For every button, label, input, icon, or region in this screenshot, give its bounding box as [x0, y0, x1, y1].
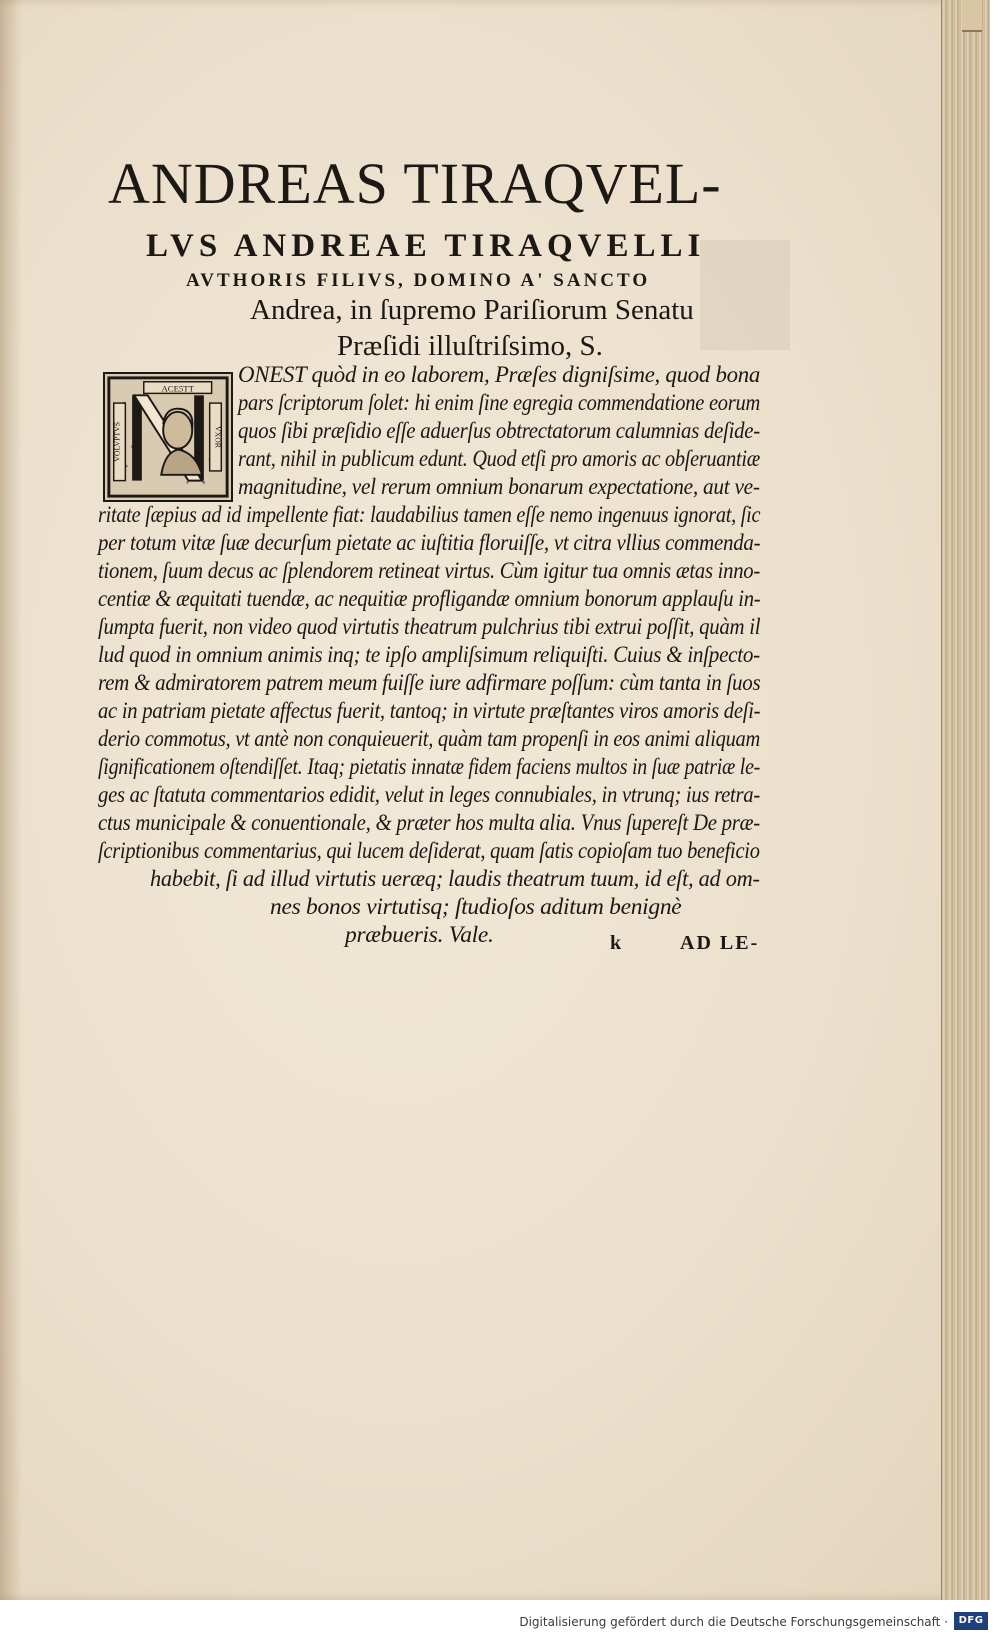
- body-line-2: pars ſcriptorum ſolet: hi enim ſine egregia commendatione eorum: [238, 390, 760, 416]
- body-line-17: ctus municipale & conuentionale, & præter hos multa alia. Vnus ſupereſt De præ-: [98, 810, 760, 836]
- body-line-4: rant, nihil in publicum edunt. Quod etſi pro amoris ac obſeruantiæ: [238, 446, 760, 472]
- initial-banner-top: ACE5TT: [161, 383, 194, 394]
- title-line-1: ANDREAS TIRAQVEL-: [108, 151, 722, 216]
- decorated-initial-n: [103, 372, 233, 502]
- body-line-8: tionem, ſuum decus ac ſplendorem retineat virtus. Cùm igitur tua omnis ætas inno-: [98, 558, 761, 584]
- body-line-20: nes bonos virtutisq; ſtudioſos aditum benignè: [270, 894, 682, 920]
- body-line-15: ſignificationem oſtendiſſet. Itaq; pietatis innatæ fidem faciens multos in ſuæ patriæ le-: [98, 754, 761, 780]
- title-line-3: AVTHORIS FILIVS, DOMINO A' SANCTO: [186, 270, 651, 291]
- catchword: AD LE-: [680, 932, 760, 954]
- body-line-19: habebit, ſi ad illud virtutis ueræq; laudis theatrum tuum, id eſt, ad om-: [150, 866, 760, 892]
- page-tab: [962, 0, 982, 32]
- body-line-21: præbueris. Vale.: [345, 922, 494, 948]
- dfg-logo: DFG: [954, 1612, 988, 1630]
- page-fore-edge: [941, 0, 990, 1600]
- title-line-2: LVS ANDREAE TIRAQVELLI: [146, 228, 706, 264]
- body-line-18: ſcriptionibus commentarius, qui lucem deſiderat, quam ſatis copioſam tuo beneficio: [98, 838, 760, 864]
- body-line-14: derio commotus, vt antè non conquieuerit, quàm tam propenſi in eos animi aliquam: [98, 726, 760, 752]
- initial-banner-right: VXOR: [213, 426, 223, 448]
- initial-banner-left: VOLVPTVS: [112, 421, 122, 462]
- body-line-6: ritate ſæpius ad id impellente fiat: laudabilius tamen eſſe nemo ingenuus ignorat, ſic: [98, 502, 761, 528]
- body-line-5: magnitudine, vel rerum omnium bonarum expectatione, aut ve-: [238, 474, 760, 500]
- body-line-16: ges ac ſtatuta commentarios edidit, velut in leges connubiales, in vtrunq; ius retra-: [98, 782, 760, 808]
- body-line-12: rem & admiratorem patrem meum fuiſſe iure adfirmare poſſum: cùm tanta in ſuos: [98, 670, 761, 696]
- woodcut-initial-image: [105, 374, 231, 500]
- body-line-10: ſumpta fuerit, non video quod virtutis theatrum pulchrius tibi extrui poſſit, quàm il: [98, 614, 761, 640]
- gutter-shadow: [0, 0, 22, 1600]
- body-line-11: lud quod in omnium animis inq; te ipſo ampliſsimum reliquiſti. Cuius & inſpecto-: [98, 642, 760, 668]
- funding-credit: Digitalisierung gefördert durch die Deutsche Forschungsgemeinschaft ·: [519, 1615, 948, 1629]
- title-line-5: Præſidi illuſtriſsimo, S.: [337, 330, 603, 362]
- body-line-7: per totum vitæ ſuæ decurſum pietate ac iuſtitia floruiſſe, vt citra vllius commenda-: [98, 530, 761, 556]
- title-line-4: Andrea, in ſupremo Pariſiorum Senatu: [250, 294, 694, 326]
- footer-bar: [0, 1600, 1000, 1641]
- signature-mark: k: [610, 932, 622, 954]
- body-line-1: ONEST quòd in eo laborem, Præſes digniſsime, quod bona: [238, 362, 761, 388]
- body-line-9: centiæ & æquitati tuendæ, ac nequitiæ profligandæ omnium bonorum applauſu in-: [98, 586, 761, 612]
- body-line-13: ac in patriam pietate affectus fuerit, tantoq; in virtute præſtantes viros amoris deſi-: [98, 698, 761, 724]
- body-line-3: quos ſibi præſidio eſſe aduerſus obtrectatorum calumnias deſide-: [238, 418, 760, 444]
